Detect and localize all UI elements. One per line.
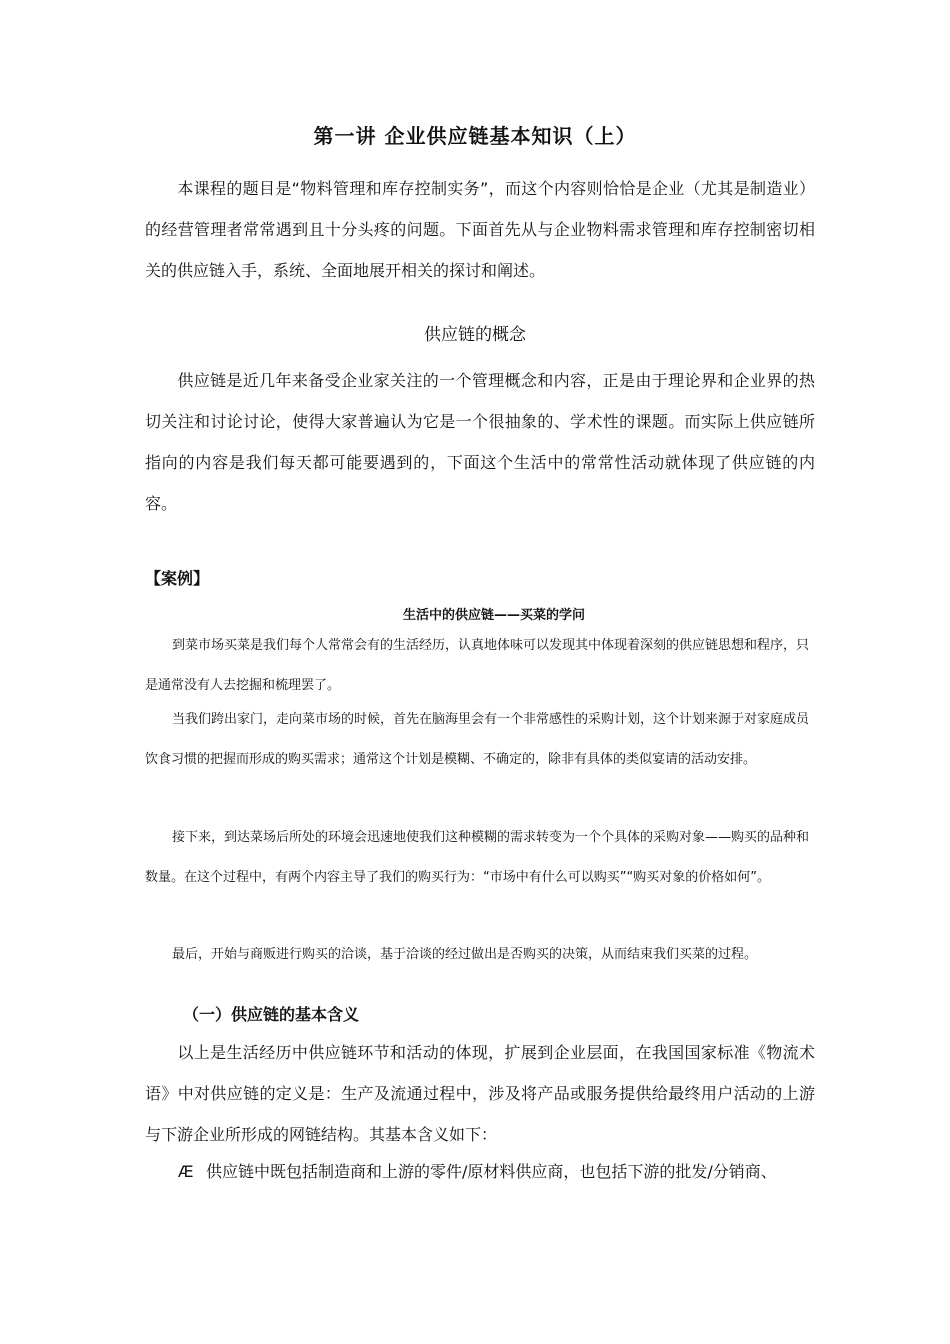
intro-text: 本课程的题目是“物料管理和库存控制实务”，而这个内容则恰恰是企业（尤其是制造业）的经营管理者常常遇到且十分头疼的问题。下面首先从与企业物料需求管理和库存控制密切相关的供应链入手，系统、全面地展开相关的探讨和阐述。 <box>145 179 815 280</box>
bullet-mark: Æ <box>178 1162 194 1181</box>
concept-text: 供应链是近几年来备受企业家关注的一个管理概念和内容，正是由于理论界和企业界的热切关注和讨论讨论，使得大家普遍认为它是一个很抽象的、学术性的课题。而实际上供应链所指向的内容是我们每天都可能要遇到的，下面这个生活中的常常性活动就体现了供应链的内容。 <box>145 371 815 513</box>
case-paragraph <box>145 818 815 898</box>
bullet-item <box>178 1152 838 1192</box>
case-paragraph <box>145 700 815 780</box>
definition-text: 以上是生活经历中供应链环节和活动的体现，扩展到企业层面，在我国国家标准《物流术语》中对供应链的定义是：生产及流通过程中，涉及将产品或服务提供给最终用户活动的上游与下游企业所形成的网链结构。其基本含义如下： <box>145 1043 815 1144</box>
definition-paragraph <box>145 1032 815 1155</box>
intro-paragraph <box>145 168 815 291</box>
subsection-heading: （一）供应链的基本含义 <box>183 1005 360 1024</box>
concept-paragraph <box>145 360 815 524</box>
page-title: 第一讲 企业供应链基本知识（上） <box>313 124 637 148</box>
case-paragraph-text: 到菜市场买菜是我们每个人常常会有的生活经历，认真地体味可以发现其中体现着深刻的供应链思想和程序，只是通常没有人去挖掘和梳理罢了。 <box>145 638 810 693</box>
case-label: 【案例】 <box>145 569 210 588</box>
case-paragraph <box>145 935 845 975</box>
case-paragraph-text: 最后，开始与商贩进行购买的洽谈，基于洽谈的经过做出是否购买的决策，从而结束我们买菜的过程。 <box>172 947 758 962</box>
case-title: 生活中的供应链——买菜的学问 <box>402 608 585 623</box>
case-paragraph <box>145 626 815 706</box>
case-paragraph-text: 当我们跨出家门，走向菜市场的时候，首先在脑海里会有一个非常感性的采购计划，这个计划来源于对家庭成员饮食习惯的把握而形成的购买需求；通常这个计划是模糊、不确定的，除非有具体的类似宴请的活动安排。 <box>145 712 810 767</box>
bullet-text: 供应链中既包括制造商和上游的零件/原材料供应商，也包括下游的批发/分销商、 <box>206 1162 777 1181</box>
section-heading: 供应链的概念 <box>424 325 526 345</box>
case-paragraph-text: 接下来，到达菜场后所处的环境会迅速地使我们这种模糊的需求转变为一个个具体的采购对象——购买的品种和数量。在这个过程中，有两个内容主导了我们的购买行为：“市场中有什么可以购买”“购买对象的价格如何”。 <box>145 830 810 885</box>
